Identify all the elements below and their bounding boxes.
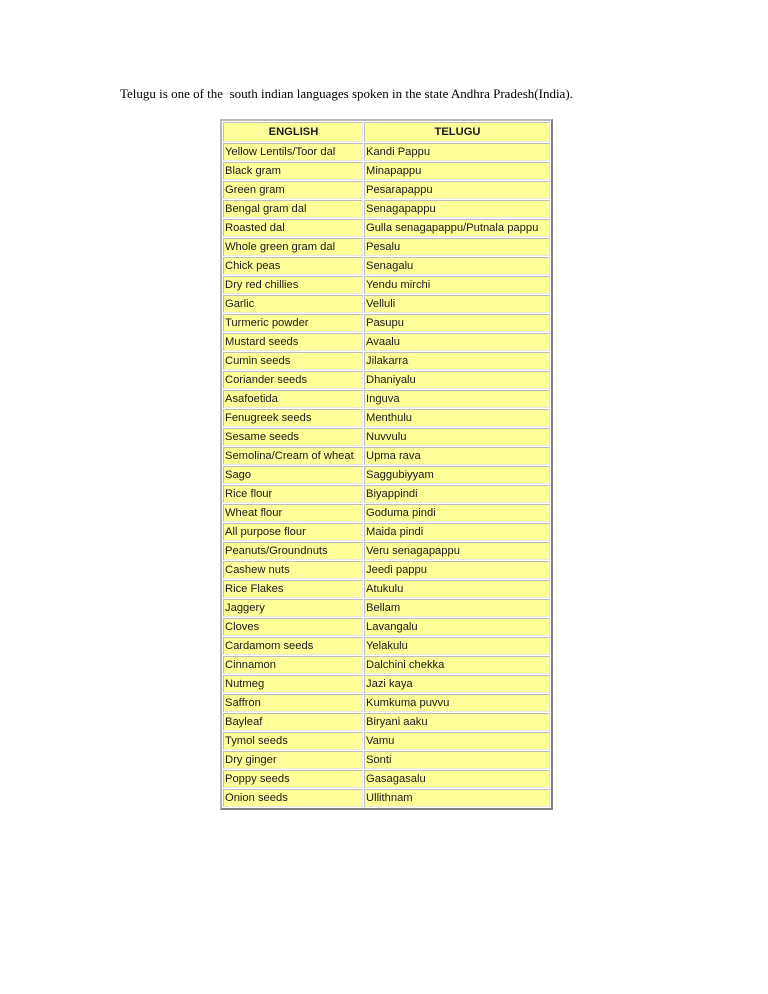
telugu-term: Nuvvulu [364,428,550,446]
header-telugu: TELUGU [364,122,550,142]
telugu-term: Biryani aaku [364,713,550,731]
table-row [223,542,550,560]
table-row [223,200,550,218]
table-row [223,181,550,199]
table-row [223,466,550,484]
english-term: Black gram [223,162,363,180]
telugu-term: Jilakarra [364,352,550,370]
translation-table [222,121,551,808]
table-row [223,352,550,370]
table-row [223,447,550,465]
english-term: Saffron [223,694,363,712]
table-row [223,656,550,674]
table-body [223,143,550,807]
english-term: Wheat flour [223,504,363,522]
english-term: Rice flour [223,485,363,503]
telugu-term: Yelakulu [364,637,550,655]
table-row [223,485,550,503]
english-term: Semolina/Cream of wheat [223,447,363,465]
english-term: All purpose flour [223,523,363,541]
table-row [223,143,550,161]
english-term: Nutmeg [223,675,363,693]
table-row [223,390,550,408]
english-term: Rice Flakes [223,580,363,598]
intro-paragraph: Telugu is one of the south indian languages spoken in the state Andhra Pradesh(India). [120,86,573,101]
english-term: Chick peas [223,257,363,275]
english-term: Sesame seeds [223,428,363,446]
english-term: Garlic [223,295,363,313]
english-term: Roasted dal [223,219,363,237]
table-row [223,751,550,769]
telugu-term: Jazi kaya [364,675,550,693]
telugu-term: Ullithnam [364,789,550,807]
table-row [223,409,550,427]
table-row [223,713,550,731]
telugu-term: Jeedi pappu [364,561,550,579]
table-row [223,580,550,598]
table-row [223,257,550,275]
telugu-term: Inguva [364,390,550,408]
table-row [223,789,550,807]
telugu-term: Upma rava [364,447,550,465]
telugu-term: Dhaniyalu [364,371,550,389]
table-row [223,561,550,579]
english-term: Sago [223,466,363,484]
table-header-row [223,122,550,142]
english-term: Cloves [223,618,363,636]
english-term: Yellow Lentils/Toor dal [223,143,363,161]
table-row [223,637,550,655]
table-row [223,371,550,389]
telugu-term: Lavangalu [364,618,550,636]
telugu-term: Veru senagapappu [364,542,550,560]
telugu-term: Kumkuma puvvu [364,694,550,712]
english-term: Dry ginger [223,751,363,769]
english-term: Bengal gram dal [223,200,363,218]
telugu-term: Pasupu [364,314,550,332]
telugu-term: Senagalu [364,257,550,275]
table-row [223,504,550,522]
table-row [223,770,550,788]
english-term: Green gram [223,181,363,199]
telugu-term: Atukulu [364,580,550,598]
english-term: Jaggery [223,599,363,617]
telugu-term: Dalchini chekka [364,656,550,674]
table-row [223,428,550,446]
english-term: Fenugreek seeds [223,409,363,427]
table-row [223,333,550,351]
english-term: Tymol seeds [223,732,363,750]
table-row [223,675,550,693]
telugu-term: Avaalu [364,333,550,351]
table-row [223,618,550,636]
telugu-term: Velluli [364,295,550,313]
telugu-term: Minapappu [364,162,550,180]
telugu-term: Pesalu [364,238,550,256]
telugu-term: Pesarapappu [364,181,550,199]
table-row [223,276,550,294]
english-term: Cashew nuts [223,561,363,579]
table-row [223,238,550,256]
telugu-term: Vamu [364,732,550,750]
table-row [223,523,550,541]
english-term: Cumin seeds [223,352,363,370]
telugu-term: Senagapappu [364,200,550,218]
telugu-term: Maida pindi [364,523,550,541]
telugu-term: Menthulu [364,409,550,427]
english-term: Dry red chillies [223,276,363,294]
telugu-term: Yendu mirchi [364,276,550,294]
telugu-term: Gasagasalu [364,770,550,788]
telugu-term: Sonti [364,751,550,769]
table-row [223,599,550,617]
english-term: Cinnamon [223,656,363,674]
table-row [223,219,550,237]
table-row [223,162,550,180]
telugu-term: Gulla senagapappu/Putnala pappu [364,219,550,237]
english-term: Mustard seeds [223,333,363,351]
telugu-term: Biyappindi [364,485,550,503]
telugu-term: Saggubiyyam [364,466,550,484]
english-term: Bayleaf [223,713,363,731]
english-term: Turmeric powder [223,314,363,332]
table-row [223,732,550,750]
english-term: Whole green gram dal [223,238,363,256]
telugu-term: Goduma pindi [364,504,550,522]
english-term: Asafoetida [223,390,363,408]
telugu-term: Kandi Pappu [364,143,550,161]
english-term: Peanuts/Groundnuts [223,542,363,560]
english-term: Coriander seeds [223,371,363,389]
table-row [223,295,550,313]
header-english: ENGLISH [223,122,363,142]
translation-table-frame [220,119,553,810]
english-term: Onion seeds [223,789,363,807]
table-row [223,694,550,712]
table-row [223,314,550,332]
english-term: Poppy seeds [223,770,363,788]
telugu-term: Bellam [364,599,550,617]
english-term: Cardamom seeds [223,637,363,655]
